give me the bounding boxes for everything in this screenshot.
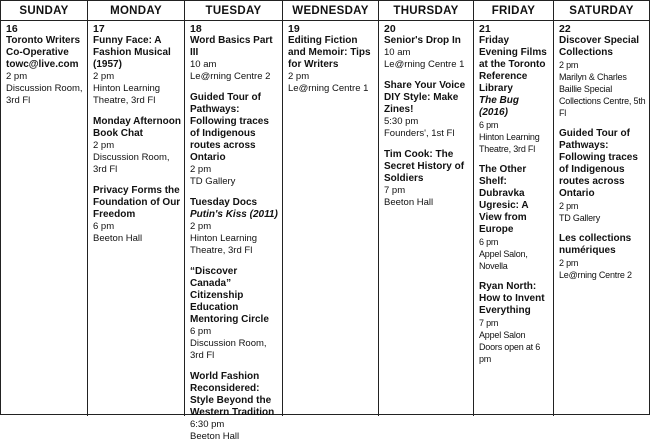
event-detail: 6 pm	[93, 221, 115, 232]
event-detail: 2 pm	[93, 71, 115, 82]
event	[190, 92, 279, 188]
event-detail: 2 pm	[190, 221, 212, 232]
event-detail: Founders', 1st Fl	[384, 128, 455, 139]
event-detail: 7 pm	[479, 318, 499, 328]
event-title: Tim Cook: The Secret History of Soldiers	[384, 149, 465, 184]
event-detail: Le@rning Centre 1	[288, 83, 369, 94]
event-title: The Other Shelf: Dubravka Ugresic: A View from Europe	[479, 164, 529, 235]
event-title: Editing Fiction and Memoir: Tips for Writers	[288, 35, 371, 70]
day-cell-thursday	[379, 21, 474, 416]
event-detail: Hinton Learning Theatre, 3rd Fl	[190, 233, 258, 256]
event	[190, 371, 279, 443]
header-thursday: THURSDAY	[379, 1, 474, 21]
event-detail: Beeton Hall	[93, 233, 143, 244]
event	[384, 80, 470, 140]
event-title: Word Basics Part III	[190, 35, 273, 58]
event	[93, 116, 181, 176]
event-detail: Beeton Hall	[384, 197, 434, 208]
event-detail: 2 pm	[559, 60, 579, 70]
event-detail: 2 pm	[559, 258, 579, 268]
header-sunday: SUNDAY	[1, 1, 88, 21]
event-title: Share Your Voice DIY Style: Make Zines!	[384, 80, 466, 115]
event-film-title: The Bug (2016)	[479, 95, 519, 118]
event-detail: 10 am	[190, 59, 217, 70]
event-detail: Hinton Learning Theatre, 3rd Fl	[93, 83, 161, 106]
event-title: Senior's Drop In	[384, 35, 461, 46]
event-detail: 7 pm	[384, 185, 406, 196]
event	[559, 233, 646, 281]
event	[190, 266, 279, 362]
day-number: 16	[6, 23, 18, 35]
event	[93, 185, 181, 245]
event-detail: 2 pm	[190, 164, 212, 175]
event-title: Monday Afternoon Book Chat	[93, 116, 181, 139]
event-detail: 6:30 pm	[190, 419, 225, 430]
day-cell-tuesday	[185, 21, 283, 442]
event-detail: Appel Salon	[479, 330, 526, 340]
event-title: Les collections numériques	[559, 233, 632, 256]
day-cell-monday	[88, 21, 185, 416]
event	[559, 128, 646, 224]
event-title: Discover Special Collections	[559, 35, 640, 58]
event	[190, 35, 279, 83]
day-number: 20	[384, 23, 396, 35]
day-cell-wednesday	[283, 21, 379, 416]
header-friday: FRIDAY	[474, 1, 554, 21]
day-number: 21	[479, 23, 491, 35]
event	[6, 35, 84, 107]
event-detail: Le@rning Centre 2	[559, 270, 632, 280]
event-detail: 2 pm	[288, 71, 310, 82]
event-detail: Hinton Learning Theatre, 3rd Fl	[479, 132, 540, 154]
event-detail: 2 pm	[559, 201, 579, 211]
event-detail: 6 pm	[479, 237, 499, 247]
header-monday: MONDAY	[88, 1, 185, 21]
event-title: Toronto Writers Co-Operative towc@live.com	[6, 35, 81, 70]
event	[479, 164, 550, 272]
event	[479, 281, 550, 365]
event-title: Guided Tour of Pathways: Following traces of Indigenous routes across Ontario	[190, 92, 269, 163]
event-detail: Le@rning Centre 2	[190, 71, 271, 82]
event-detail: 5:30 pm	[384, 116, 419, 127]
event	[93, 35, 181, 107]
event-detail: Discussion Room, 3rd Fl	[93, 152, 170, 175]
event-title: Funny Face: A Fashion Musical (1957)	[93, 35, 171, 70]
event	[288, 35, 375, 95]
day-number: 19	[288, 23, 300, 35]
header-wednesday: WEDNESDAY	[283, 1, 379, 21]
event	[479, 35, 550, 155]
event-detail: 6 pm	[190, 326, 212, 337]
event-detail: Le@rning Centre 1	[384, 59, 465, 70]
event-title: “Discover Canada” Citizenship Education Mentoring Circle	[190, 266, 269, 325]
event-detail: Discussion Room, 3rd Fl	[6, 83, 83, 106]
event-detail: 2 pm	[6, 71, 28, 82]
day-number: 18	[190, 23, 202, 35]
event-title: Privacy Forms the Foundation of Our Freedom	[93, 185, 181, 220]
event-title: Friday Evening Films at the Toronto Reference Library	[479, 35, 547, 94]
event-title: World Fashion Reconsidered: Style Beyond the Western Tradition	[190, 371, 275, 418]
event-detail: TD Gallery	[190, 176, 236, 187]
event-detail: Doors open at 6 pm	[479, 342, 541, 364]
event	[559, 35, 646, 119]
day-number: 17	[93, 23, 105, 35]
event-title: Ryan North: How to Invent Everything	[479, 281, 545, 316]
event-detail: Marilyn & Charles Baillie Special Collections Centre, 5th Fl	[559, 72, 646, 118]
event-title: Tuesday Docs	[190, 197, 258, 208]
event-detail: 10 am	[384, 47, 411, 58]
header-tuesday: TUESDAY	[185, 1, 283, 21]
day-cell-saturday	[554, 21, 649, 416]
event-detail: Appel Salon, Novella	[479, 249, 528, 271]
header-saturday: SATURDAY	[554, 1, 649, 21]
day-cell-friday	[474, 21, 554, 416]
event	[384, 35, 470, 71]
event-detail: 2 pm	[93, 140, 115, 151]
event	[190, 197, 279, 257]
event-title: Guided Tour of Pathways: Following traces of Indigenous routes across Ontario	[559, 128, 638, 199]
event-film-title: Putin's Kiss (2011)	[190, 209, 278, 220]
day-cell-sunday	[1, 21, 88, 416]
event-detail: 6 pm	[479, 120, 499, 130]
event-detail: Discussion Room, 3rd Fl	[190, 338, 267, 361]
event-detail: Beeton Hall	[190, 431, 240, 442]
event-detail: TD Gallery	[559, 213, 601, 223]
day-number: 22	[559, 23, 571, 35]
event	[384, 149, 470, 209]
